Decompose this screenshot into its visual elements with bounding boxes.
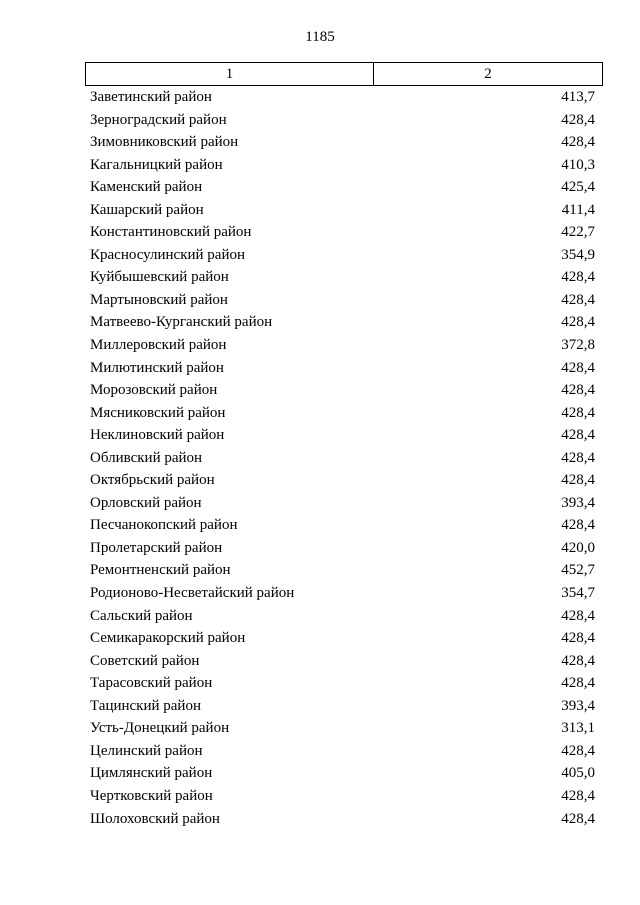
table-row — [90, 424, 595, 447]
district-value: 372,8 — [561, 337, 595, 354]
district-list — [90, 86, 595, 830]
district-name: Матвеево-Курганский район — [90, 314, 273, 331]
table-row — [90, 627, 595, 650]
district-value: 313,1 — [561, 720, 595, 737]
district-value: 428,4 — [561, 517, 595, 534]
district-name: Шолоховский район — [90, 810, 220, 827]
district-name: Мясниковский район — [90, 404, 226, 421]
table-row — [90, 605, 595, 628]
district-name: Неклиновский район — [90, 427, 225, 444]
table-row — [90, 221, 595, 244]
district-name: Куйбышевский район — [90, 269, 229, 286]
table-row — [90, 176, 595, 199]
table-row — [90, 131, 595, 154]
district-name: Песчанокопский район — [90, 517, 238, 534]
table-row — [90, 740, 595, 763]
table-row — [90, 402, 595, 425]
table-row — [90, 86, 595, 109]
district-value: 393,4 — [561, 494, 595, 511]
table-row — [90, 289, 595, 312]
district-value: 428,4 — [561, 449, 595, 466]
page-number: 1185 — [305, 29, 335, 45]
table-row — [90, 785, 595, 808]
district-value: 354,7 — [561, 585, 595, 602]
district-value: 420,0 — [561, 539, 595, 556]
district-value: 405,0 — [561, 765, 595, 782]
district-name: Зимовниковский район — [90, 134, 239, 151]
district-name: Целинский район — [90, 742, 203, 759]
table-row — [90, 357, 595, 380]
table-row — [90, 717, 595, 740]
district-value: 428,4 — [561, 810, 595, 827]
district-name: Морозовский район — [90, 382, 218, 399]
district-name: Милютинский район — [90, 359, 224, 376]
district-value: 428,4 — [561, 630, 595, 647]
district-name: Тацинский район — [90, 697, 201, 714]
district-name: Обливский район — [90, 449, 203, 466]
district-name: Заветинский район — [90, 89, 212, 105]
header-row — [86, 63, 603, 86]
district-value: 428,4 — [561, 134, 595, 151]
district-value: 410,3 — [561, 156, 595, 173]
table-row — [90, 492, 595, 515]
district-name: Миллеровский район — [90, 337, 227, 354]
table-row — [90, 469, 595, 492]
district-name: Октябрьский район — [90, 472, 215, 489]
district-value: 428,4 — [561, 314, 595, 331]
table-row — [90, 559, 595, 582]
district-name: Ремонтненский район — [90, 562, 231, 579]
table-row — [90, 762, 595, 785]
district-value: 413,7 — [561, 89, 595, 105]
district-name: Советский район — [90, 652, 200, 669]
table-row — [90, 154, 595, 177]
table-header — [85, 62, 603, 86]
table-row — [90, 109, 595, 132]
district-name: Сальский район — [90, 607, 193, 624]
table-row — [90, 514, 595, 537]
table-row — [90, 379, 595, 402]
district-name: Константиновский район — [90, 224, 252, 241]
district-value: 428,4 — [561, 675, 595, 692]
district-name: Пролетарский район — [90, 539, 223, 556]
district-value: 428,4 — [561, 787, 595, 804]
district-name: Зерноградский район — [90, 111, 227, 128]
district-value: 428,4 — [561, 404, 595, 421]
district-value: 425,4 — [561, 179, 595, 196]
table-row — [90, 199, 595, 222]
table-row — [90, 582, 595, 605]
district-value: 428,4 — [561, 382, 595, 399]
district-name: Усть-Донецкий район — [90, 720, 230, 737]
header-cell-1: 1 — [86, 63, 374, 86]
district-value: 428,4 — [561, 291, 595, 308]
table-row — [90, 650, 595, 673]
table-row — [90, 334, 595, 357]
district-name: Кагальницкий район — [90, 156, 223, 173]
district-name: Цимлянский район — [90, 765, 213, 782]
district-name: Орловский район — [90, 494, 202, 511]
district-name: Красносулинский район — [90, 246, 246, 263]
table-row — [90, 672, 595, 695]
district-value: 411,4 — [561, 201, 595, 218]
district-value: 354,9 — [561, 246, 595, 263]
district-name: Тарасовский район — [90, 675, 213, 692]
table-row — [90, 311, 595, 334]
district-name: Семикаракорский район — [90, 630, 246, 647]
district-value: 428,4 — [561, 742, 595, 759]
table-row — [90, 808, 595, 831]
table-row — [90, 537, 595, 560]
district-name: Кашарский район — [90, 201, 204, 218]
district-name: Мартыновский район — [90, 291, 228, 308]
table-row — [90, 266, 595, 289]
district-value: 428,4 — [561, 111, 595, 128]
district-name: Чертковский район — [90, 787, 213, 804]
district-value: 428,4 — [561, 607, 595, 624]
district-value: 428,4 — [561, 269, 595, 286]
district-value: 428,4 — [561, 472, 595, 489]
district-value: 428,4 — [561, 359, 595, 376]
district-name: Родионово-Несветайский район — [90, 585, 295, 602]
district-value: 452,7 — [561, 562, 595, 579]
district-value: 428,4 — [561, 427, 595, 444]
header-cell-2: 2 — [374, 63, 603, 86]
district-name: Каменский район — [90, 179, 203, 196]
table-row — [90, 244, 595, 267]
table-row — [90, 695, 595, 718]
district-value: 422,7 — [561, 224, 595, 241]
district-value: 428,4 — [561, 652, 595, 669]
district-value: 393,4 — [561, 697, 595, 714]
table-row — [90, 447, 595, 470]
